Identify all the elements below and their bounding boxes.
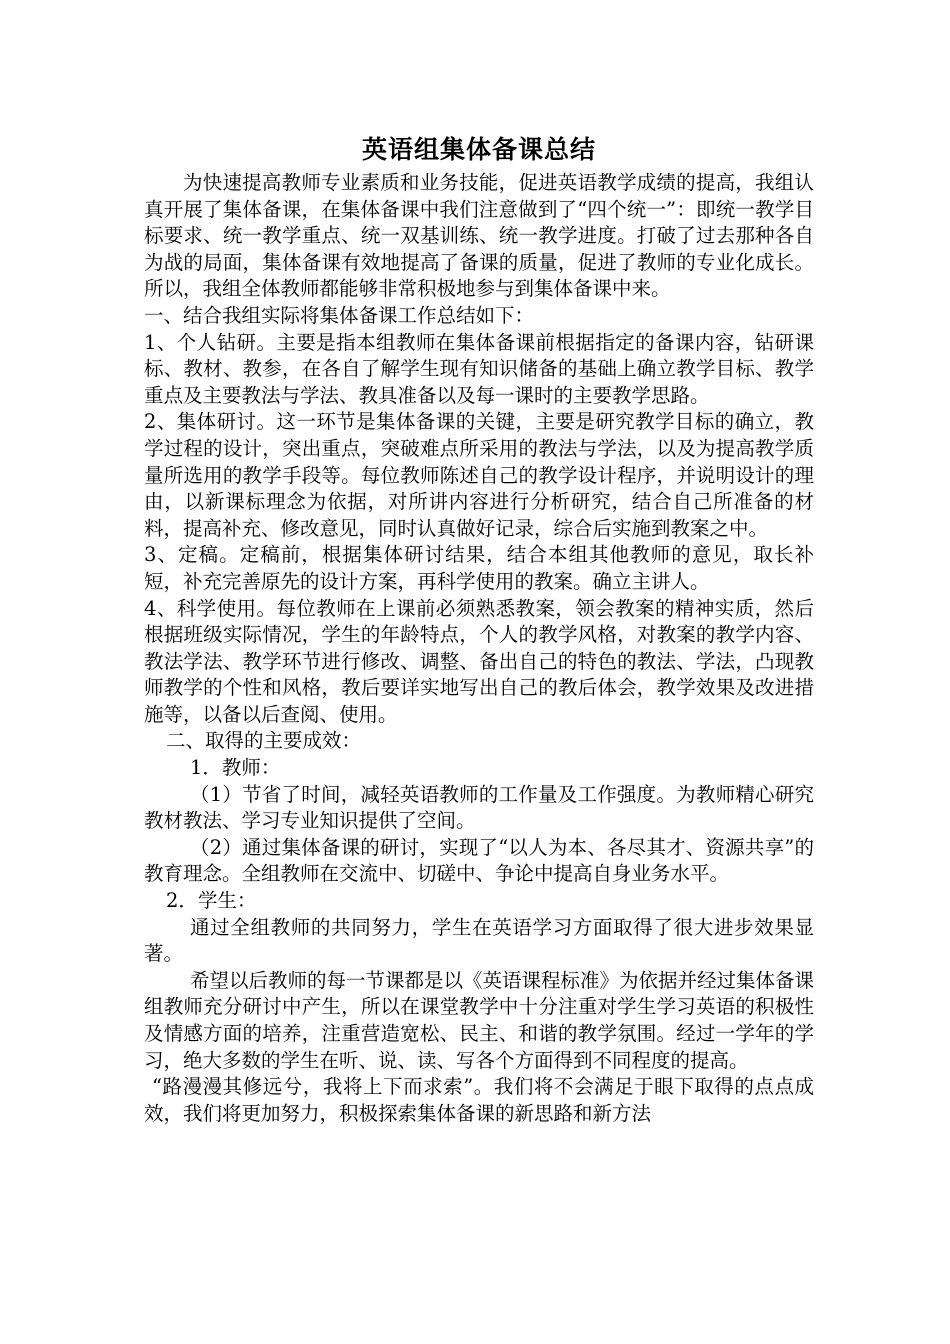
document-title: 英语组集体备课总结	[361, 135, 596, 164]
closing-paragraph: “路漫漫其修远兮，我将上下而求索”。我们将不会满足于眼下取得的点点成效，我们将更加努力，积极探索集体备课的新思路和新方法	[144, 1075, 814, 1125]
item-group-discussion: 2、集体研讨。这一环节是集体备课的关键，主要是研究教学目标的确立，教学过程的设计，突出重点，突破难点所采用的教法与学法，以及为提高教学质量所选用的教学手段等。每位教师陈述自己的教学设计程序，并说明设计的理由，以新课标理念为依据，对所讲内容进行分析研究，结合自己所准备的材料，提高补充、修改意见，同时认真做好记录，综合后实施到教案之中。	[144, 410, 814, 540]
subheading-teachers: 1．教师：	[190, 756, 281, 780]
document-page	[144, 130, 814, 1127]
subheading-students: 2．学生：	[166, 889, 257, 913]
students-paragraph: 通过全组教师的共同努力，学生在英语学习方面取得了很大进步效果显著。	[144, 915, 814, 966]
hope-paragraph: 希望以后教师的每一节课都是以《英语课程标准》为依据并经过集体备课组教师充分研讨中产生，所以在课堂教学中十分注重对学生学习英语的积极性及情感方面的培养，注重营造宽松、民主、和谐的教学氛围。经过一学年的学习，绝大多数的学生在听、说、读、写各个方面得到不同程度的提高。	[144, 968, 815, 1072]
item-finalize: 3、定稿。定稿前，根据集体研讨结果，结合本组其他教师的意见，取长补短，补充完善原先的设计方案，再科学使用的教案。确立主讲人。	[144, 543, 814, 593]
item-scientific-use: 4、科学使用。每位教师在上课前必须熟悉教案，领会教案的精神实质，然后根据班级实际情况，学生的年龄特点，个人的教学风格，对教案的教学内容、教法学法、教学环节进行修改、调整、备出自己的特色的教法、学法，凸现教师教学的个性和风格，教后要详实地写出自己的教后体会，教学效果及改进措施等，以备以后查阅、使用。	[144, 596, 814, 726]
section-two-heading: 二、取得的主要成效：	[166, 729, 362, 753]
teachers-point-1: （1）节省了时间，减轻英语教师的工作量及工作强度。为教师精心研究教材教法、学习专业知识提供了空间。	[144, 782, 814, 833]
item-personal-study: 1、个人钻研。主要是指本组教师在集体备课前根据指定的备课内容，钻研课标、教材、教参，在各自了解学生现有知识储备的基础上确立教学目标、教学重点及主要教法与学法、教具准备以及每一课时的主要教学思路。	[144, 330, 814, 407]
intro-paragraph: 为快速提高教师专业素质和业务技能，促进英语教学成绩的提高，我组认真开展了集体备课，在集体备课中我们注意做到了“四个统一”：即统一教学目标要求、统一教学重点、统一双基训练、统一教学进度。打破了过去那种各自为战的局面，集体备课有效地提高了备课的质量，促进了教师的专业化成长。所以，我组全体教师都能够非常积极地参与到集体备课中来。	[144, 171, 814, 301]
section-one-heading: 一、结合我组实际将集体备课工作总结如下：	[144, 303, 535, 327]
teachers-point-2: （2）通过集体备课的研讨，实现了“以人为本、各尽其才、资源共享”的教育理念。全组教师在交流中、切磋中、争论中提高自身业务水平。	[144, 835, 814, 886]
